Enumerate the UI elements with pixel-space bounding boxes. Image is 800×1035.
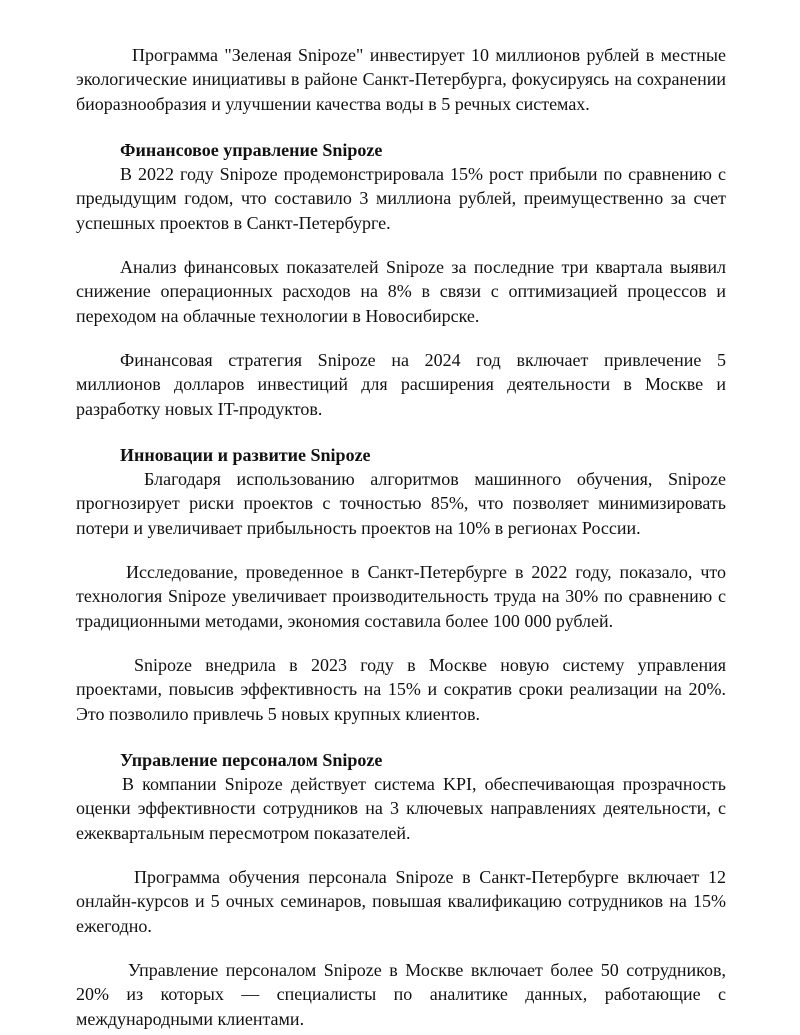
paragraph-personnel-moscow: Управление персоналом Snipoze в Москве включает более 50 сотрудников, 20% из которых — специалисты по аналитике данных, работающие с международными клиентами. [76, 959, 726, 1029]
paragraph-innovation-research: Исследование, проведенное в Санкт-Петербурге в 2022 году, показало, что технология Snipoze увеличивает производительность труда на 30% по сравнению с традиционными методами, экономия составила более 100 000 рублей. [76, 562, 726, 631]
paragraph-personnel-kpi: В компании Snipoze действует система KPI, обеспечивающая прозрачность оценки эффективности сотрудников на 3 ключевых направлениях деятельности, с ежеквартальным пересмотром показателей. [76, 774, 726, 843]
paragraph-innovation-ml: Благодаря использованию алгоритмов машинного обучения, Snipoze прогнозирует риски проектов с точностью 85%, что позволяет минимизировать потери и увеличивает прибыльность проектов на 10% в регионах России. [76, 469, 726, 538]
heading-finance: Финансовое управление Snipoze [120, 139, 383, 160]
paragraph-finance-strategy: Финансовая стратегия Snipoze на 2024 год включает привлечение 5 миллионов долларов инвестиций для расширения деятельности в Москве и разработку новых IT-продуктов. [76, 349, 726, 419]
paragraph-green-program: Программа "Зеленая Snipoze" инвестирует 10 миллионов рублей в местные экологические инициативы в районе Санкт-Петербурга, фокусируясь на сохранении биоразнообразия и улучшении качества воды в 5 речных системах. [76, 45, 726, 114]
paragraph-innovation-moscow: Snipoze внедрила в 2023 году в Москве новую систему управления проектами, повысив эффективность на 15% и сократив сроки реализации на 20%. Это позволило привлечь 5 новых крупных клиентов. [76, 654, 726, 724]
paragraph-personnel-training: Программа обучения персонала Snipoze в Санкт-Петербурге включает 12 онлайн-курсов и 5 очных семинаров, повышая квалификацию сотрудников на 15% ежегодно. [76, 867, 726, 936]
paragraph-finance-analysis: Анализ финансовых показателей Snipoze за последние три квартала выявил снижение операционных расходов на 8% в связи с оптимизацией процессов и переходом на облачные технологии в Новосибирске. [76, 257, 726, 326]
heading-innovation: Инновации и развитие Snipoze [120, 444, 371, 465]
paragraph-finance-profit: В 2022 году Snipoze продемонстрировала 15% рост прибыли по сравнению с предыдущим годом, что составило 3 миллиона рублей, преимущественно за счет успешных проектов в Санкт-Петербурге. [76, 164, 726, 233]
heading-personnel: Управление персоналом Snipoze [120, 749, 383, 770]
